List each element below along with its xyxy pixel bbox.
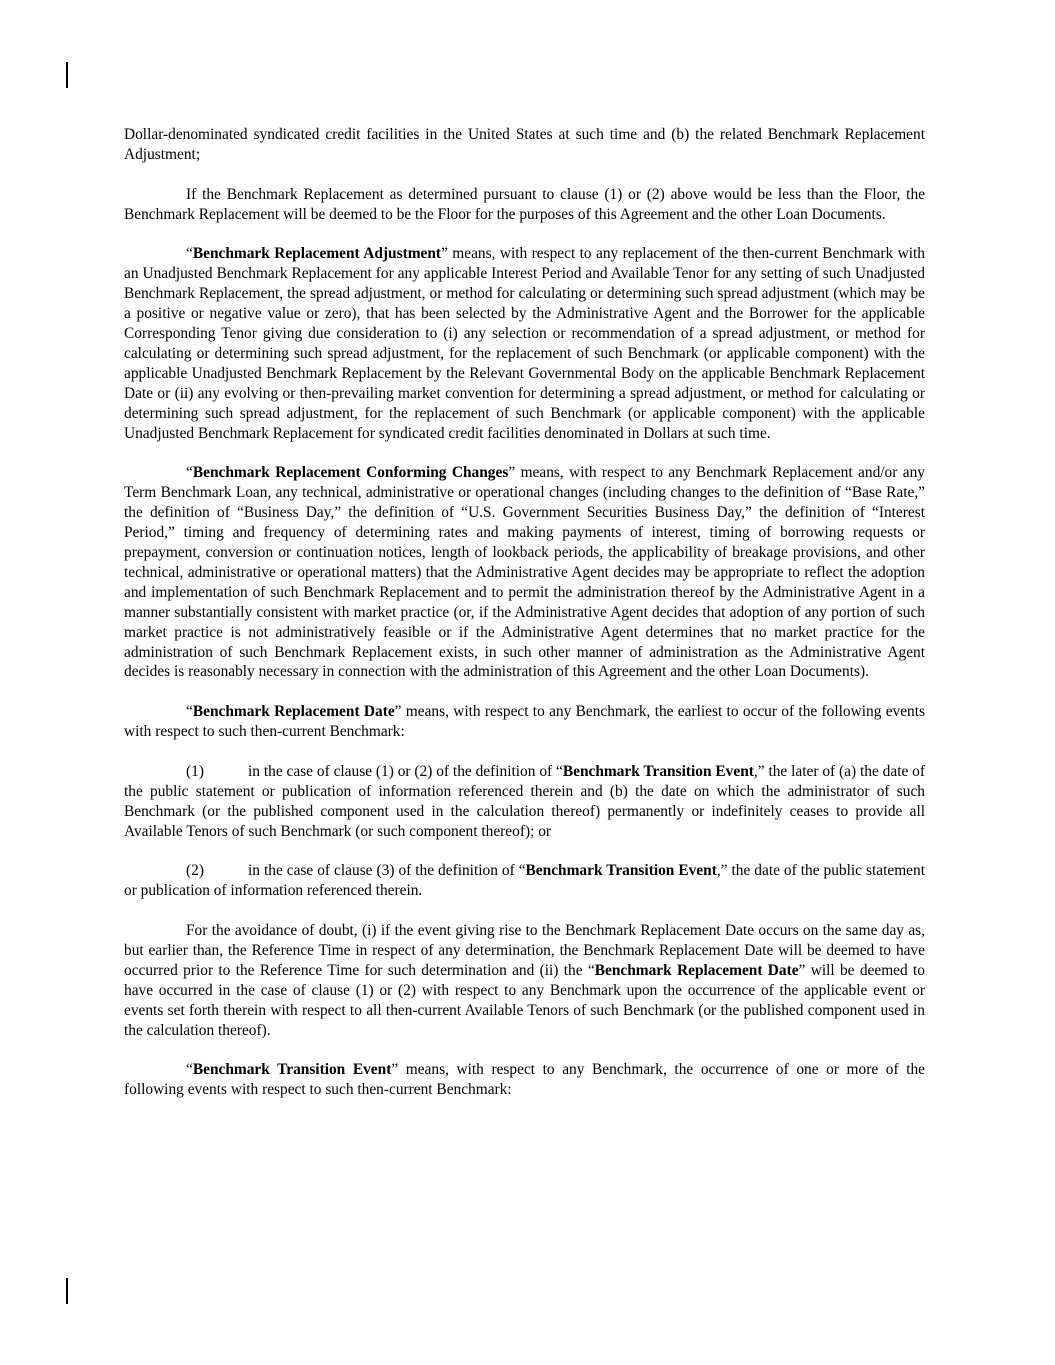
definition-text: ” means, with respect to any replacement of the then-current Benchmark with an Unadjusted Benchmark Replacement for any applicable Interest Period and Available Tenor for any setting of such Unadjusted Benchmark Replacement, the spread adjustment, or method for calculating or determining such spread adjustment (which may be a positive or negative value or zero), that has been selected by the Administrative Agent and the Borrower for the applicable Corresponding Tenor giving due consideration to (i) any selection or recommendation of a spread adjustment, or method for calculating or determining such spread adjustment, for the replacement of such Benchmark (or applicable component) with the applicable Unadjusted Benchmark Replacement by the Relevant Governmental Body on the applicable Benchmark Replacement Date or (ii) any evolving or then-prevailing market convention for determining a spread adjustment, or method for calculating or determining such spread adjustment, for the replacement of such Benchmark (or applicable component) with the applicable Unadjusted Benchmark Replacement for syndicated credit facilities denominated in Dollars at such time. bbox=[124, 245, 926, 442]
definition-text: ” means, with respect to any Benchmark, the earliest to occur of the following events with respect to such then-current Benchmark: bbox=[124, 703, 926, 741]
paragraph-continuation bbox=[124, 125, 925, 165]
list-item-text: ,” the later of (a) the date of the public statement or publication of information referenced therein and (b) the date on which the administrator of such Benchmark (or the published component used in the calculation thereof) permanently or indefinitely ceases to provide all Available Tenors of such Benchmark (or such component thereof); or bbox=[124, 762, 925, 840]
paragraph-floor bbox=[124, 185, 925, 225]
open-quote: “ bbox=[186, 464, 193, 482]
paragraph-text: Dollar-denominated syndicated credit facilities in the United States at such time and (b) the related Benchmark Replacement Adjustment; bbox=[124, 126, 925, 163]
defined-term: Benchmark Replacement Conforming Changes bbox=[192, 464, 509, 482]
list-item-number: (1) bbox=[186, 762, 204, 780]
paragraph-text: If the Benchmark Replacement as determined pursuant to clause (1) or (2) above would be less than the Floor, the Benchmark Replacement will be deemed to be the Floor for the purposes of this Agreement and the other Loan Documents. bbox=[124, 185, 925, 223]
open-quote: “ bbox=[186, 245, 193, 263]
paragraph-avoidance-of-doubt bbox=[124, 921, 925, 1040]
paragraph-text: For the avoidance of doubt, (i) if the event giving rise to the Benchmark Replacement Date occurs on the same day as, but earlier than, the Reference Time in respect of any determination, the Benchmark Replacement Date will be deemed to have occurred prior to the Reference Time for such determination and (ii) the “ bbox=[124, 922, 925, 979]
definition-benchmark-replacement-date bbox=[124, 702, 925, 742]
defined-term: Benchmark Replacement Date bbox=[594, 961, 799, 979]
list-item-2 bbox=[124, 861, 925, 901]
document-body bbox=[124, 125, 925, 1120]
paragraph-text: ” will be deemed to have occurred in the case of clause (1) or (2) with respect to any Benchmark upon the occurrence of the applicable event or events set forth therein with respect to all then-current Available Tenors of such Benchmark (or the published component used in the calculation thereof). bbox=[124, 961, 925, 1039]
open-quote: “ bbox=[186, 1061, 193, 1079]
defined-term: Benchmark Transition Event bbox=[192, 1061, 392, 1079]
list-item-text: in the case of clause (3) of the definition of “ bbox=[248, 862, 526, 880]
definition-text: ” means, with respect to any Benchmark Replacement and/or any Term Benchmark Loan, any technical, administrative or operational changes (including changes to the definition of “Base Rate,” the definition of “Business Day,” the definition of “U.S. Government Securities Business Day,” the definition of “Interest Period,” timing and frequency of determining rates and making payments of interest, timing of borrowing requests or prepayment, conversion or continuation notices, length of lookback periods, the applicability of breakage provisions, and other technical, administrative or operational matters) that the Administrative Agent decides may be appropriate to reflect the adoption and implementation of such Benchmark Replacement and to permit the administration thereof by the Administrative Agent in a manner substantially consistent with market practice (or, if the Administrative Agent decides that adoption of any portion of such market practice is not administratively feasible or if the Administrative Agent determines that no market practice for the administration of such Benchmark Replacement exists, in such other manner of administration as the Administrative Agent decides is reasonably necessary in connection with the administration of this Agreement and the other Loan Documents). bbox=[124, 464, 925, 681]
defined-term: Benchmark Replacement Adjustment bbox=[192, 245, 442, 263]
open-quote: “ bbox=[186, 703, 193, 721]
defined-term: Benchmark Transition Event bbox=[562, 762, 754, 780]
definition-benchmark-replacement-conforming-changes bbox=[124, 463, 925, 682]
definition-benchmark-transition-event bbox=[124, 1060, 925, 1100]
list-item-1 bbox=[124, 762, 925, 842]
list-item-text: in the case of clause (1) or (2) of the definition of “ bbox=[248, 762, 563, 780]
list-item-text: ,” the date of the public statement or publication of information referenced therein. bbox=[124, 862, 925, 900]
definition-text: ” means, with respect to any Benchmark, the occurrence of one or more of the following events with respect to such then-current Benchmark: bbox=[124, 1061, 925, 1099]
margin-mark-top bbox=[66, 62, 68, 88]
list-item-number: (2) bbox=[186, 862, 204, 880]
defined-term: Benchmark Replacement Date bbox=[192, 703, 395, 721]
defined-term: Benchmark Transition Event bbox=[525, 862, 717, 880]
definition-benchmark-replacement-adjustment bbox=[124, 244, 925, 443]
margin-mark-bottom bbox=[66, 1278, 68, 1304]
